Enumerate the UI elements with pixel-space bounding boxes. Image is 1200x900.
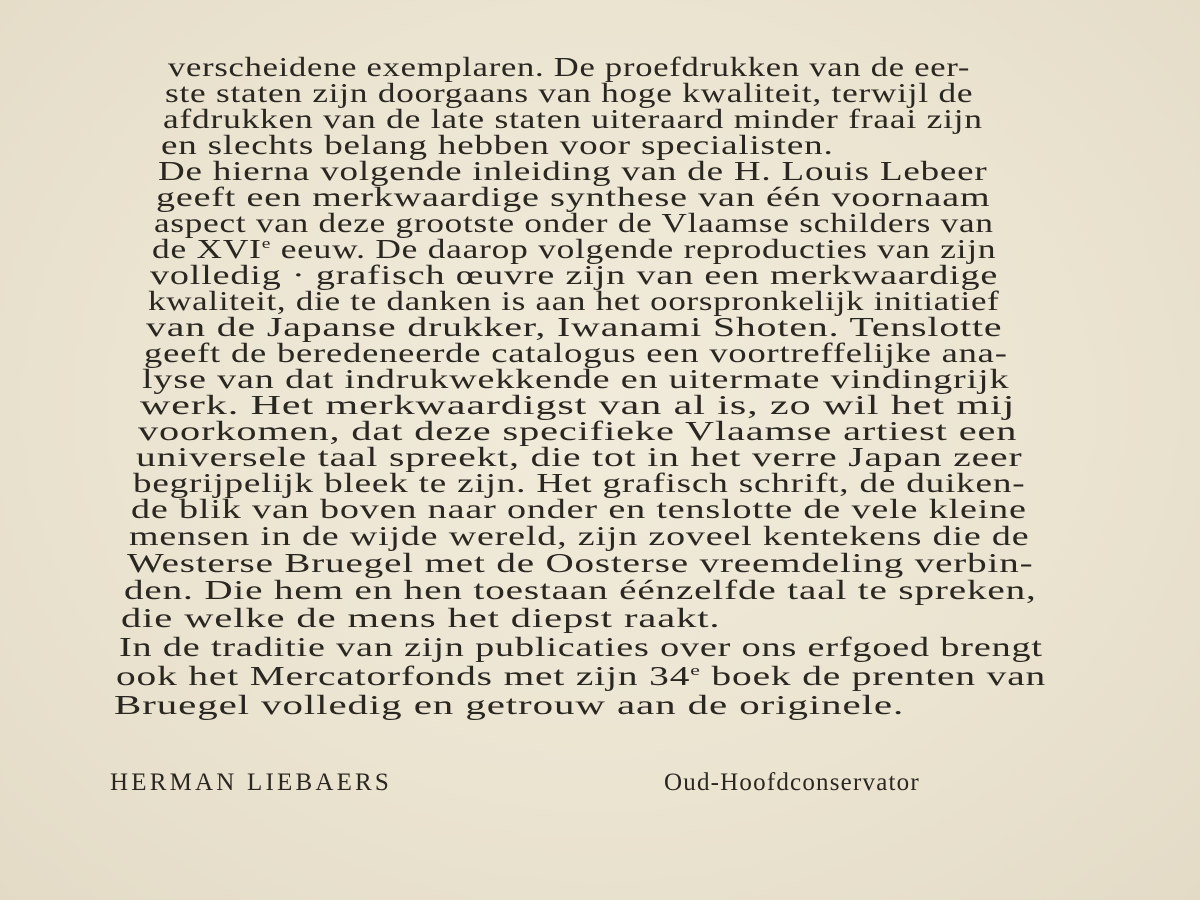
text-segment: kwaliteit, die te danken is aan het oorspronkelijk initiatief <box>148 286 1000 316</box>
text-segment: geeft de beredeneerde catalogus een voortreffelijke ana- <box>144 338 1008 368</box>
text-segment: aspect van deze grootste onder de Vlaamse schilders van <box>154 208 994 238</box>
text-segment: ook het Mercatorfonds met zijn 34 <box>116 661 691 691</box>
text-segment: afdrukken van de late staten uiteraard minder fraai zijn <box>163 104 983 134</box>
superscript: e <box>261 236 272 252</box>
text-segment: eeuw. De daarop volgende reproducties van zijn <box>271 234 997 264</box>
text-line <box>124 575 1037 605</box>
text-segment: werk. Het merkwaardigst van al is, zo wil het mij <box>140 390 1016 420</box>
text-line <box>127 548 1033 578</box>
text-line <box>119 632 1043 662</box>
text-segment: De hierna volgende inleiding van de H. Louis Lebeer <box>158 156 988 186</box>
text-line <box>116 661 1046 691</box>
text-segment: Westerse Bruegel met de Oosterse vreemdeling verbin- <box>127 548 1034 578</box>
text-segment: universele taal spreekt, die tot in het verre Japan zeer <box>136 442 1023 472</box>
text-segment: In de traditie van zijn publicaties over ons erfgoed brengt <box>119 632 1043 662</box>
text-segment: boek de prenten van <box>700 661 1047 691</box>
text-segment: mensen in de wijde wereld, zijn zoveel kentekens die de <box>129 521 1030 551</box>
text-segment: den. Die hem en hen toestaan éénzelfde taal te spreken, <box>124 575 1037 605</box>
signature-name: HERMAN LIEBAERS <box>110 769 393 796</box>
text-segment: de XVI <box>152 234 262 264</box>
text-segment: ste staten zijn doorgaans van hoge kwaliteit, terwijl de <box>165 78 974 108</box>
text-segment: van de Japanse drukker, Iwanami Shoten. Tenslotte <box>146 312 1003 342</box>
text-segment: geeft een merkwaardige synthese van één voornaam <box>156 182 991 212</box>
text-line <box>129 521 1029 551</box>
text-segment: voorkomen, dat deze specifieke Vlaamse artiest een <box>138 416 1018 446</box>
text-segment: lyse van dat indrukwekkende en uitermate vindingrijk <box>142 364 1010 394</box>
text-segment: de blik van boven naar onder en tenslotte de vele kleine <box>131 494 1027 524</box>
signature-title: Oud-Hoofdconservator <box>664 769 920 796</box>
text-segment: en slechts belang hebben voor specialisten. <box>161 130 834 160</box>
text-segment: volledig · grafisch œuvre zijn van een merkwaardige <box>150 260 999 290</box>
text-segment: die welke de mens het diepst raakt. <box>121 603 721 633</box>
text-line <box>131 494 1027 524</box>
text-line <box>114 690 904 720</box>
superscript: e <box>690 663 701 679</box>
text-segment: begrijpelijk bleek te zijn. Het grafisch schrift, de duiken- <box>133 468 1026 498</box>
text-segment: Bruegel volledig en getrouw aan de originele. <box>114 690 905 720</box>
text-line <box>121 603 720 633</box>
text-segment: verscheidene exemplaren. De proefdrukken van de eer- <box>168 52 971 82</box>
